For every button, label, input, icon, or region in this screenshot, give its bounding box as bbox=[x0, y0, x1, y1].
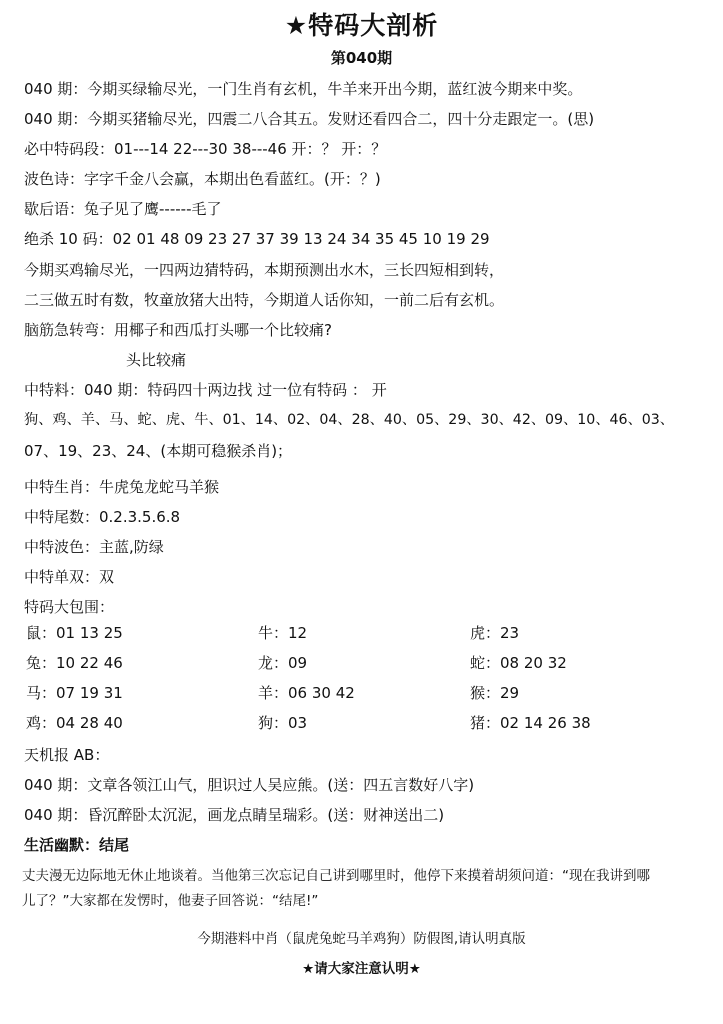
zodiac-cell-tiger: 虎：23 bbox=[470, 624, 520, 642]
text-line-1: 040 期：今期买绿输尽光，一门生肖有玄机，牛羊来开出今期，蓝红波今期来中奖。 bbox=[24, 80, 583, 98]
text-line-18: 特码大包围： bbox=[24, 598, 115, 616]
zodiac-cell-dog: 狗：03 bbox=[258, 714, 308, 732]
zodiac-cell-pig: 猪：02 14 26 38 bbox=[470, 714, 591, 732]
text-line-10: 头比较痛 bbox=[126, 351, 187, 369]
text-line-11: 中特料：040 期：特码四十两边找 过一位有特码 ： 开 bbox=[24, 381, 387, 399]
text-line-3: 必中特码段：01---14 22---30 38---46 开：？ 开：？ bbox=[24, 140, 387, 158]
text-line-13: 07、19、23、24、(本期可稳猴杀肖)； bbox=[24, 442, 293, 460]
issue-number: 第040期 bbox=[330, 49, 393, 67]
zodiac-cell-monkey: 猴：29 bbox=[470, 684, 520, 702]
zodiac-cell-rooster: 鸡：04 28 40 bbox=[26, 714, 123, 732]
zodiac-cell-goat: 羊：06 30 42 bbox=[258, 684, 355, 702]
text-line-6: 绝杀 10 码：02 01 48 09 23 27 37 39 13 24 34 35 45 10 19 29 bbox=[24, 230, 490, 248]
text-line-15: 中特尾数：0.2.3.5.6.8 bbox=[24, 508, 181, 526]
text-line-24: 儿了？”大家都在发愣时，他妻子回答说：“结尾!” bbox=[22, 893, 319, 909]
text-line-20: 040 期：文章各领江山气，胆识过人吴应熊。(送：四五言数好八字) bbox=[24, 776, 475, 794]
zodiac-cell-ox: 牛：12 bbox=[258, 624, 308, 642]
footer-note: 今期港料中肖（鼠虎兔蛇马羊鸡狗）防假图,请认明真版 bbox=[197, 931, 526, 947]
zodiac-cell-rat: 鼠：01 13 25 bbox=[26, 624, 123, 642]
footer-notice: ★请大家注意认明★ bbox=[302, 961, 421, 977]
text-line-8: 二三做五时有数，牧童放猪大出特，今期道人话你知，一前二后有玄机。 bbox=[24, 291, 505, 309]
zodiac-cell-dragon: 龙：09 bbox=[258, 654, 308, 672]
text-line-17: 中特单双：双 bbox=[24, 568, 115, 586]
text-line-14: 中特生肖：牛虎兔龙蛇马羊猴 bbox=[24, 478, 220, 496]
text-line-19: 天机报 AB： bbox=[24, 746, 110, 764]
page-title: ★特码大剖析 bbox=[284, 11, 439, 40]
text-line-4: 波色诗：字字千金八会赢，本期出色看蓝红。(开：？) bbox=[24, 170, 381, 188]
text-line-12: 狗、鸡、羊、马、蛇、虎、牛、01、14、02、04、28、40、05、29、30、42、09、10、46、03、 bbox=[24, 412, 674, 428]
zodiac-cell-rabbit: 兔：10 22 46 bbox=[26, 654, 123, 672]
text-line-9: 脑筋急转弯：用椰子和西瓜打头哪一个比较痛? bbox=[24, 321, 332, 339]
text-line-7: 今期买鸡输尽光，一四两边猜特码，本期预测出水木，三长四短相到转， bbox=[24, 261, 505, 279]
text-line-16: 中特波色：主蓝,防绿 bbox=[24, 538, 164, 556]
text-line-21: 040 期：昏沉醉卧太沉泥，画龙点睛呈瑞彩。(送：财神送出二) bbox=[24, 806, 445, 824]
zodiac-cell-horse: 马：07 19 31 bbox=[26, 684, 123, 702]
text-line-5: 歇后语：兔子见了鹰------毛了 bbox=[24, 200, 222, 218]
zodiac-cell-snake: 蛇：08 20 32 bbox=[470, 654, 567, 672]
text-line-22: 生活幽默：结尾 bbox=[24, 836, 130, 854]
text-line-23: 丈夫漫无边际地无休止地谈着。当他第三次忘记自己讲到哪里时，他停下来摸着胡须问道：“现在我讲到哪 bbox=[22, 868, 650, 884]
text-line-2: 040 期：今期买猪输尽光，四震二八合其五。发财还看四合二，四十分走跟定一。(思) bbox=[24, 110, 595, 128]
